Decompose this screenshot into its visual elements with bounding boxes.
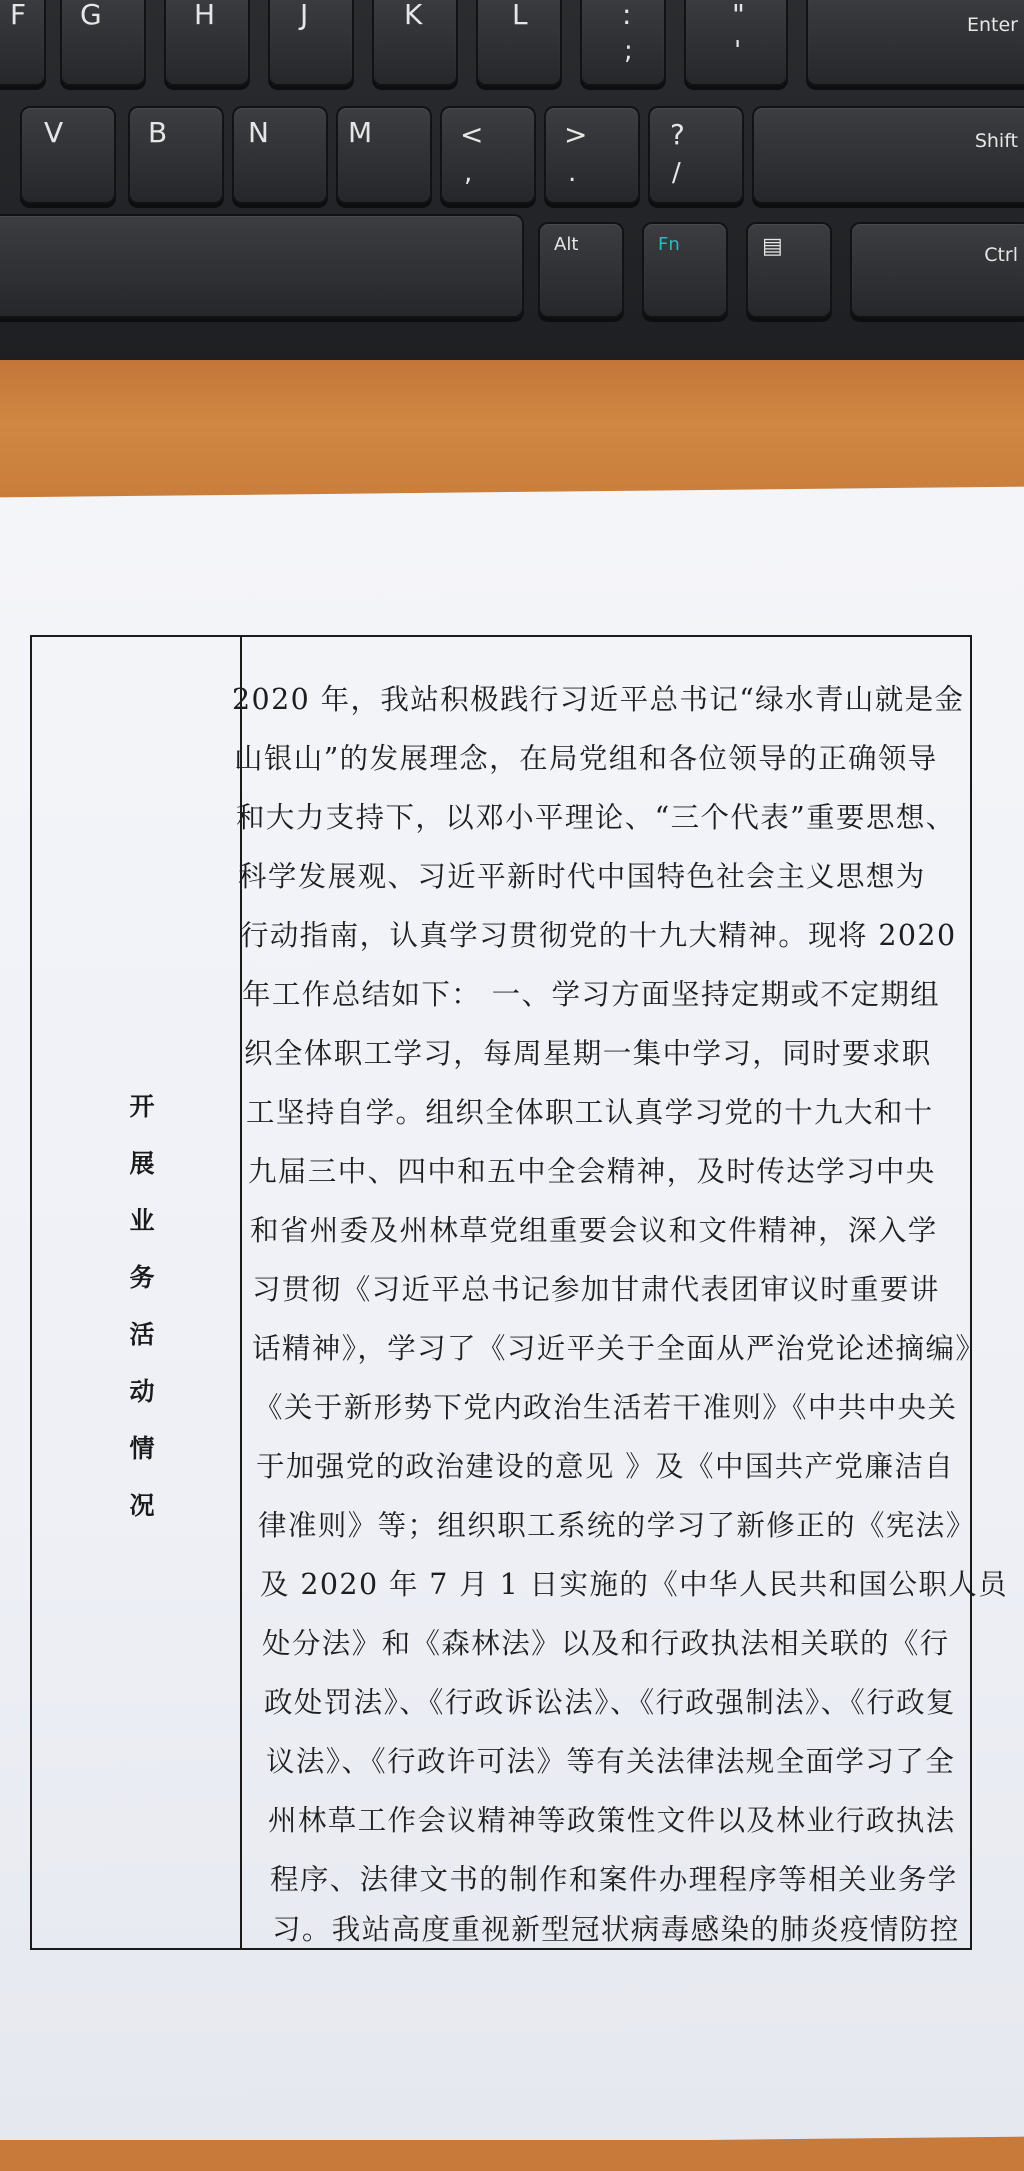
key-ctrl-label: Ctrl [984, 244, 1018, 266]
label-char: 况 [129, 1491, 155, 1520]
key-n[interactable] [232, 106, 328, 204]
key-slash[interactable] [648, 106, 744, 204]
key-l[interactable] [476, 0, 562, 86]
text-line: 州林草工作会议精神等政策性文件以及林业行政执法 [268, 1804, 956, 1837]
text-line: 政处罚法》、《行政诉讼法》、《行政强制法》、《行政复 [264, 1686, 956, 1719]
key-period[interactable] [544, 106, 640, 204]
text-line: 话精神》，学习了《习近平关于全面从严治党论述摘编》 [252, 1332, 986, 1365]
key-j[interactable] [268, 0, 354, 86]
wooden-desk-bottom [0, 2140, 1024, 2171]
text-line: 科学发展观、习近平新时代中国特色社会主义思想为 [238, 860, 926, 893]
key-quote-label: " [732, 0, 745, 31]
key-fn-label: Fn [658, 234, 680, 255]
label-char: 展 [129, 1149, 155, 1178]
text-line: 于加强党的政治建设的意见 》及《中国共产党廉洁自 [256, 1450, 955, 1483]
text-line: 九届三中、四中和五中全会精神，及时传达学习中央 [248, 1155, 936, 1188]
label-char: 务 [129, 1263, 155, 1292]
key-f[interactable] [0, 0, 46, 86]
label-char: 开 [129, 1092, 155, 1121]
key-comma[interactable] [440, 106, 536, 204]
key-v-label: V [44, 116, 64, 149]
text-line: 和省州委及州林草党组重要会议和文件精神，深入学 [250, 1214, 938, 1247]
key-g-label: G [80, 0, 102, 31]
text-line: 《关于新形势下党内政治生活若干准则》《中共中央关 [254, 1391, 958, 1424]
key-semicolon-label: : [622, 0, 632, 31]
text-line: 处分法》和《森林法》以及和行政执法相关联的《行 [262, 1627, 950, 1660]
key-enter-label: Enter [967, 14, 1018, 36]
key-quote[interactable] [684, 0, 788, 86]
activity-label-cell [32, 637, 240, 1948]
key-alt[interactable] [538, 222, 624, 318]
text-line: 议法》、《行政许可法》等有关法律法规全面学习了全 [266, 1745, 956, 1778]
key-j-label: J [300, 0, 309, 31]
text-line: 年工作总结如下： 一、学习方面坚持定期或不定期组 [242, 978, 941, 1011]
key-b-label: B [148, 116, 168, 149]
text-line: 及 2020 年 7 月 1 日实施的《中华人民共和国公职人员 [260, 1568, 1009, 1601]
text-line: 行动指南，认真学习贯彻党的十九大精神。现将 2020 [240, 919, 957, 952]
key-v[interactable] [20, 106, 116, 204]
key-comma-secondary: , [464, 158, 473, 188]
label-char: 活 [129, 1320, 155, 1349]
key-m-label: M [348, 116, 373, 149]
key-h[interactable] [164, 0, 250, 86]
text-line: 2020 年，我站积极践行习近平总书记“绿水青山就是金 [232, 683, 965, 716]
key-period-label: > [564, 118, 588, 151]
key-alt-label: Alt [554, 234, 579, 255]
key-menu[interactable] [746, 222, 832, 318]
key-space[interactable] [0, 214, 524, 318]
label-char: 动 [129, 1377, 155, 1406]
text-line: 工坚持自学。组织全体职工认真学习党的十九大和十 [246, 1096, 934, 1129]
text-line: 和大力支持下，以邓小平理论、“三个代表”重要思想、 [236, 801, 956, 834]
key-enter[interactable] [806, 0, 1024, 86]
text-line: 习贯彻《习近平总书记参加甘肃代表团审议时重要讲 [252, 1273, 940, 1306]
key-semicolon-secondary: ; [624, 36, 633, 66]
key-n-label: N [248, 116, 269, 149]
text-line: 山银山”的发展理念，在局党组和各位领导的正确领导 [234, 742, 938, 775]
key-h-label: H [194, 0, 216, 31]
key-semicolon[interactable] [580, 0, 666, 86]
text-line: 习。我站高度重视新型冠状病毒感染的肺炎疫情防控 [272, 1913, 960, 1946]
key-fn[interactable] [642, 222, 728, 318]
key-shift-label: Shift [974, 130, 1018, 152]
key-slash-secondary: / [672, 158, 681, 188]
label-char: 业 [129, 1206, 155, 1235]
key-l-label: L [512, 0, 528, 31]
text-line: 律准则》等；组织职工系统的学习了新修正的《宪法》 [258, 1509, 976, 1542]
key-b[interactable] [128, 106, 224, 204]
text-line: 织全体职工学习，每周星期一集中学习，同时要求职 [244, 1037, 932, 1070]
keyboard [0, 0, 1024, 360]
key-k-label: K [404, 0, 423, 31]
key-shift[interactable] [752, 106, 1024, 204]
report-table [30, 635, 1009, 1950]
text-line: 程序、法律文书的制作和案件办理程序等相关业务学 [270, 1863, 958, 1896]
key-k[interactable] [372, 0, 458, 86]
key-quote-secondary: ' [734, 36, 742, 66]
key-g[interactable] [60, 0, 146, 86]
key-ctrl[interactable] [850, 222, 1024, 318]
key-period-secondary: . [568, 158, 577, 188]
key-f-label: F [10, 0, 27, 31]
key-m[interactable] [336, 106, 432, 204]
label-char: 情 [129, 1434, 155, 1463]
key-comma-label: < [460, 118, 484, 151]
menu-icon: ▤ [762, 234, 783, 259]
key-slash-label: ? [670, 118, 685, 151]
